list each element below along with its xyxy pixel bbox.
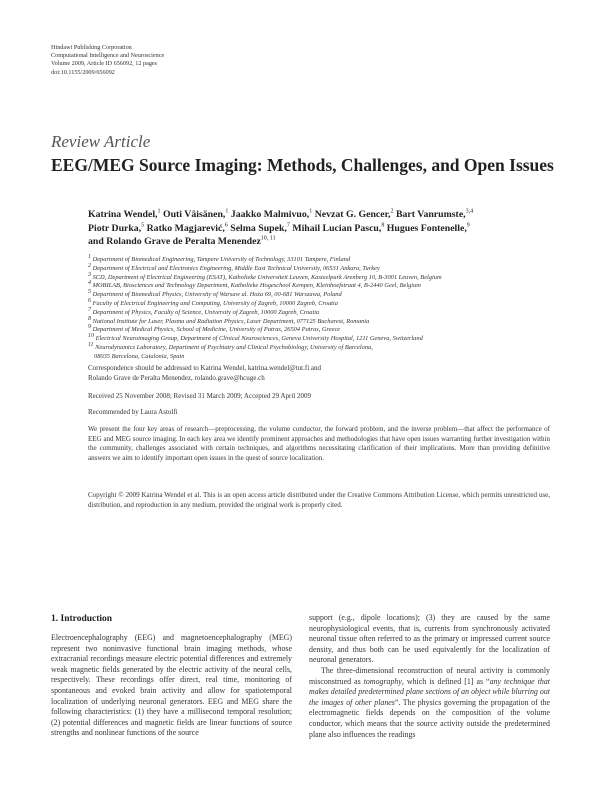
- author-name: Selma Supek,: [230, 222, 287, 234]
- author-name: Nevzat G. Gencer,: [314, 209, 391, 220]
- affiliation-number: 8: [88, 315, 91, 322]
- author-affiliation-marker: 1: [309, 208, 313, 215]
- affiliation-number: 9: [88, 324, 91, 331]
- paper-title: EEG/MEG Source Imaging: Methods, Challenges, and Open Issues: [51, 155, 554, 175]
- author-affiliation-marker: 2: [390, 208, 394, 215]
- doi[interactable]: doi:10.1155/2009/656092: [51, 68, 115, 76]
- affiliation-text: Neurodynamics Laboratory, Department of Psychiatry and Clinical Psychobiology, University of Barcelona,: [93, 343, 373, 351]
- affiliation-number: 5: [88, 289, 91, 296]
- paragraph-text: , which is defined [1] as “: [401, 676, 490, 686]
- affiliation-number: 4: [88, 280, 91, 287]
- author-list: [88, 208, 556, 249]
- abstract: We present the four key areas of research—preprocessing, the volume conductor, the forward problem, and the inverse problem—that affect the performance of EEG and MEG source imaging. In each key area we identify prominent approaches and methodologies that have open issues warranting further investigation within the community, challenges associated with certain techniques, and algorithms necessitating clarification of their implications. More than providing definitive answers we aim to identify important open issues in the quest of source localization.: [88, 425, 550, 462]
- quoted-definition: any technique that makes detailed predetermined plane sections of an object while blurring out the images of other planes: [309, 676, 550, 707]
- affiliation: [88, 291, 558, 300]
- author-name: Piotr Durka,: [88, 222, 142, 234]
- author-affiliation-marker: 3,4: [465, 208, 474, 215]
- affiliation-text: Faculty of Electrical Engineering and Computing, University of Zagreb, 10000 Zagreb, Croatia: [91, 299, 338, 307]
- paragraph-text: The three-dimensional reconstruction of neural activity is commonly misconstrued as: [309, 665, 550, 686]
- publisher-name: Hindawi Publishing Corporation: [51, 44, 132, 51]
- author-affiliation-marker: 1: [157, 208, 161, 215]
- author-affiliation-marker: 8: [381, 222, 385, 229]
- intro-paragraph-continued: support (e.g., dipole locations); (3) they are caused by the same neurophysiological events, that is, currents from synchronously activated neuronal tissue often referred to as the primary or impressed current source density, and thus both can be used equivalently for the localization of neuronal generators.: [309, 613, 550, 665]
- author-affiliation-marker: 10, 11: [260, 235, 276, 242]
- affiliation: [88, 335, 558, 344]
- author-affiliation-marker: 6: [224, 222, 228, 229]
- author-name: Outi Väisänen,: [162, 209, 226, 220]
- affiliation-text: Department of Biomedical Engineering, Tampere University of Technology, 33101 Tampere, Finland: [91, 256, 351, 263]
- correspondence-line-2: Rolando Grave de Peralta Menendez, rolando.grave@hcuge.ch: [88, 373, 265, 382]
- author-name: Ratko Magjarević,: [146, 222, 225, 234]
- affiliation: [88, 326, 558, 335]
- affiliation-text: Electrical Neuroimaging Group, Department of Clinical Neurosciences, Geneva University Hospital, 1211 Geneva, Switzerland: [94, 335, 423, 343]
- affiliation-text: Department of Physics, Faculty of Science, University of Zagreb, 10000 Zagreb, Croatia: [91, 308, 320, 316]
- affiliation: [88, 306, 558, 318]
- author-affiliation-marker: 7: [286, 222, 290, 229]
- author-name: Katrina Wendel,: [88, 209, 158, 220]
- author-name: Jaakko Malmivuo,: [230, 209, 310, 220]
- affiliation: [88, 282, 558, 291]
- correspondence: [88, 364, 558, 383]
- intro-paragraph-1: Electroencephalography (EEG) and magnetoencephalography (MEG) represent two noninvasive functional brain imaging methods, whose extracranial recordings measure electric potential differences and extremely weak magnetic fields generated by the electric activity of the neural cells, respectively. These recordings offer direct, real time, monitoring of spontaneous and evoked brain activity and allow for spatiotemporal localization of underlying neuronal generators. EEG and MEG share the following characteristics: (1) they have a millisecond temporal resolution; (2) potential differences and magnetic fields are linear functions of source strengths and nonlinear functions of the source: [51, 633, 292, 738]
- paragraph-text: ”. The physics governing the propagation of the electromagnetic fields depends on the composition of the volume conductor, which means that the source activity outside the predetermined plane also influences the readings: [309, 697, 550, 739]
- author-name: Bart Vanrumste,: [395, 209, 466, 220]
- affiliation-text: SCD, Department of Electrical Engineering (ESAT), Katholieke Universiteit Leuven, Kasteelpark Arenberg 10, B-3001 Leuven, Belgium: [91, 273, 442, 281]
- affiliation: [88, 253, 558, 265]
- author-name: and Rolando Grave de Peralta Menendez: [88, 236, 261, 247]
- affiliation-number: 11: [88, 341, 94, 348]
- affiliation-number: 10: [88, 333, 94, 340]
- journal-name: Computational Intelligence and Neuroscience: [51, 52, 165, 60]
- author-affiliation-marker: 5: [141, 222, 145, 229]
- left-column: [51, 633, 292, 739]
- affiliation-number: 7: [88, 306, 91, 313]
- affiliation-text: MOBILAB, Biosciences and Technology Department, Katholieke Hogeschool Kempen, Kleinhoefstraat 4, B-2440 Geel, Belgium: [91, 282, 421, 290]
- affiliation-text: Department of Electrical and Electronics Engineering, Middle East Technical University, 06531 Ankara, Turkey: [91, 264, 380, 272]
- emphasis-term: tomography: [363, 676, 402, 686]
- right-column: [309, 613, 550, 740]
- section-heading: 1. Introduction: [51, 614, 113, 624]
- affiliation-number: 6: [88, 297, 91, 304]
- affiliation: [88, 341, 558, 353]
- copyright-notice: Copyright © 2009 Katrina Wendel et al. This is an open access article distributed under the Creative Commons Attribution License, which permits unrestricted use, distribution, and reproduction in any medium, provided the original work is properly cited.: [88, 491, 550, 509]
- author-affiliation-marker: 9: [466, 222, 470, 229]
- affiliation-number: 1: [88, 253, 91, 260]
- volume-info: Volume 2009, Article ID 656092, 12 pages: [51, 60, 158, 68]
- intro-paragraph-2: [309, 666, 550, 740]
- author-name: Hugues Fontenelle,: [386, 222, 467, 234]
- author-affiliation-marker: 1: [225, 208, 229, 215]
- recommended-by: Recommended by Laura Astolfi: [88, 408, 178, 416]
- affiliation-text: Department of Biomedical Physics, University of Warsaw ul. Hoża 69, 00-681 Warszawa, Poland: [91, 291, 342, 299]
- affiliation-number: 2: [88, 262, 91, 269]
- journal-header: [51, 44, 164, 77]
- affiliation-list: [88, 253, 558, 362]
- affiliation-text: Department of Medical Physics, School of Medicine, University of Patras, 26504 Patras, Greece: [91, 326, 341, 334]
- article-type: Review Article: [51, 132, 151, 151]
- affiliation: [88, 262, 558, 274]
- affiliation-number: 3: [88, 271, 91, 278]
- author-name: Mihail Lucian Pascu,: [292, 222, 382, 234]
- correspondence-line-1: Correspondence should be addressed to Katrina Wendel, katrina.wendel@tut.fi and: [88, 364, 321, 372]
- affiliation: [88, 297, 558, 309]
- affiliation-text: National Institute for Laser, Plasma and Radiation Physics, Laser Department, 077125 Bucharest, Romania: [91, 317, 370, 325]
- affiliation-continuation: 08035 Barcelona, Catalonia, Spain: [94, 352, 185, 360]
- received-dates: Received 25 November 2008; Revised 31 March 2009; Accepted 29 April 2009: [88, 392, 311, 400]
